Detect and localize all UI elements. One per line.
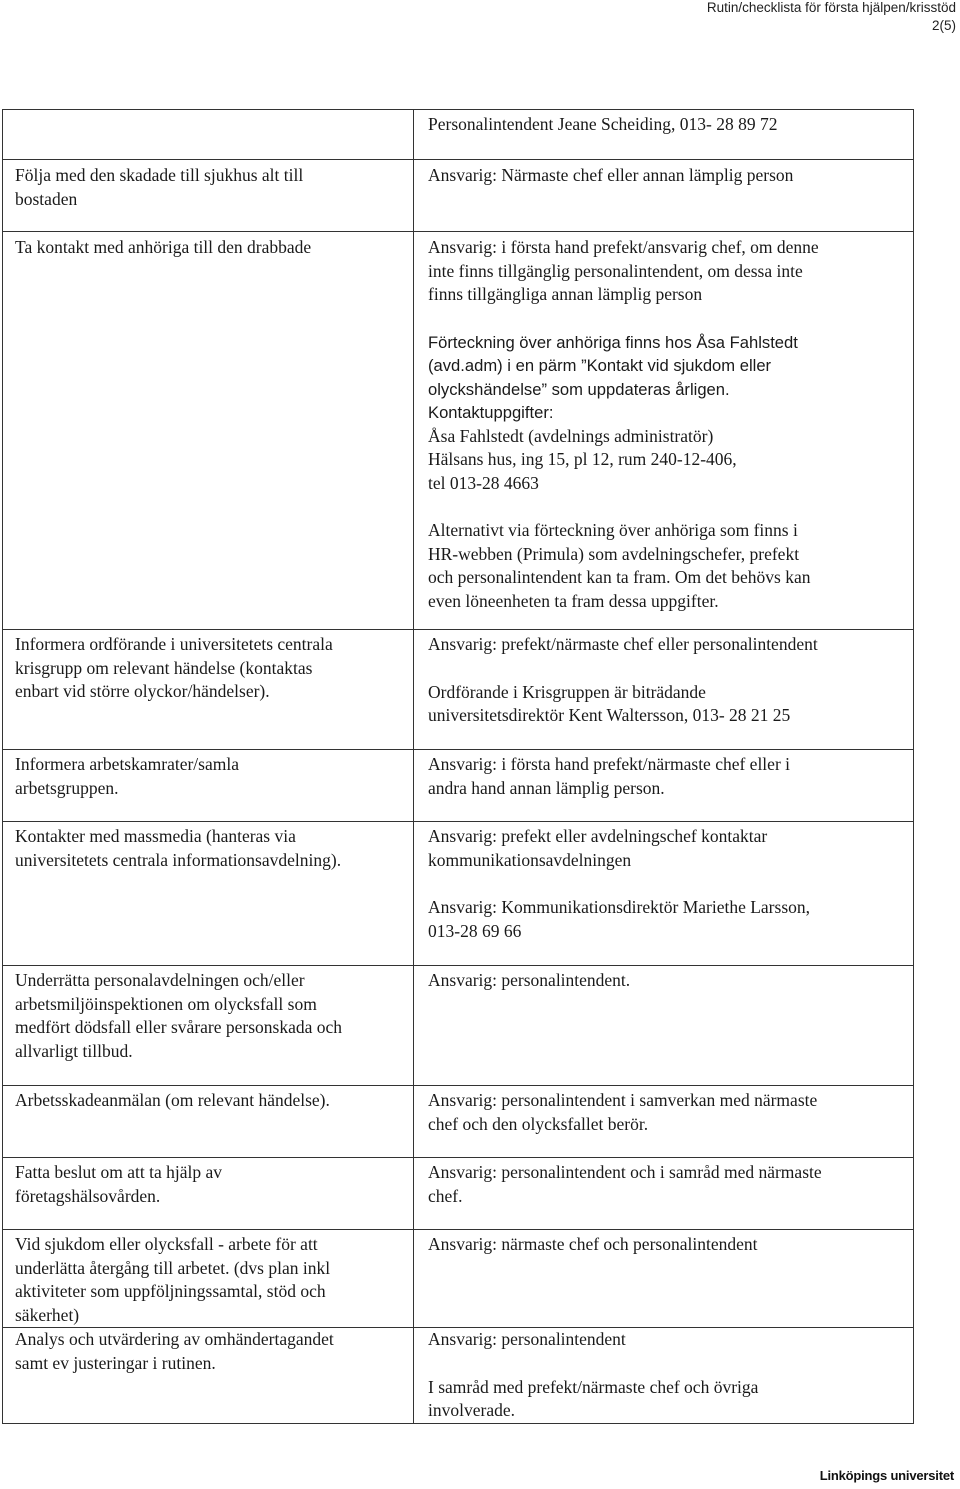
task-cell [3, 822, 414, 966]
table-row [3, 750, 914, 822]
task-cell [3, 1230, 414, 1328]
responsible-text: Ansvarig: i första hand prefekt/ansvarig chef, om denne inte finns tillgänglig personalintendent, om dessa inte finns tillgängliga annan lämplig person [428, 237, 819, 304]
responsible-cell [414, 1328, 914, 1424]
table-row [3, 1328, 914, 1424]
table-row [3, 630, 914, 750]
task-cell [3, 1328, 414, 1424]
table-row [3, 1230, 914, 1328]
responsible-cell [414, 1230, 914, 1328]
document-header-title: Rutin/checklista för första hjälpen/krisstöd [706, 0, 956, 15]
task-text: Fatta beslut om att ta hjälp av företagshälsovården. [15, 1162, 223, 1206]
task-text: Vid sjukdom eller olycksfall - arbete för att underlätta återgång till arbetet. (dvs plan inkl aktiviteter som uppföljningssamtal, stöd och säkerhet) [15, 1234, 331, 1325]
task-cell [3, 160, 414, 232]
responsible-cell [414, 750, 914, 822]
alternative-text-part2: Om det behövs kan even löneenheten ta fram dessa uppgifter. [428, 567, 811, 611]
task-cell [3, 966, 414, 1086]
table-row [3, 232, 914, 630]
responsible-text-secondary: Ansvarig: Kommunikationsdirektör Mariethe Larsson, 013-28 69 66 [428, 897, 811, 941]
page-number: 2(5) [931, 18, 956, 33]
table-row [3, 1086, 914, 1158]
responsible-text: Ansvarig: Närmaste chef eller annan lämplig person [428, 165, 794, 185]
responsible-cell [414, 160, 914, 232]
responsible-cell [414, 1086, 914, 1158]
task-text: Underrätta personalavdelningen och/eller arbetsmiljöinspektionen om olycksfall som medfört dödsfall eller svårare personskada och allvarligt tillbud. [15, 970, 343, 1061]
alternative-text-part1: Alternativt via förteckning över anhöriga som finns i HR-webben (Primula) som avdelningschefer, prefekt och personalintendent kan ta fram. [428, 520, 800, 587]
task-cell [3, 750, 414, 822]
task-cell [3, 1158, 414, 1230]
relatives-register-text: Förteckning över anhöriga finns hos Åsa Fahlstedt (avd.adm) i en pärm ”Kontakt vid sjukdom eller olyckshändelse” som uppdateras årligen. [428, 332, 798, 399]
task-text: Informera ordförande i universitetets centrala krisgrupp om relevant händelse (kontaktas enbart vid större olyckor/händelser). [15, 634, 333, 701]
contact-text: Personalintendent Jeane Scheiding, 013- 28 89 72 [428, 114, 778, 134]
table-row [3, 966, 914, 1086]
task-text: Följa med den skadade till sjukhus alt till bostaden [15, 165, 304, 209]
task-text: Analys och utvärdering av omhändertagandet samt ev justeringar i rutinen. [15, 1329, 334, 1373]
contact-info-heading: Kontaktuppgifter: [428, 403, 554, 422]
crisis-group-chair-text: Ordförande i Krisgruppen är biträdande universitetsdirektör Kent Waltersson, 013- 28 21 25 [428, 681, 791, 725]
table-row [3, 1158, 914, 1230]
responsible-cell [414, 1158, 914, 1230]
checklist-table [2, 109, 914, 1424]
responsible-text-secondary: I samråd med prefekt/närmaste chef och övriga involverade. [428, 1376, 759, 1420]
responsible-text: Ansvarig: personalintendent [428, 1329, 626, 1349]
university-logo: Linköpings universitet [819, 1468, 954, 1483]
contact-info-text: Åsa Fahlstedt (avdelnings administratör) Hälsans hus, ing 15, pl 12, rum 240-12-406, tel 013-28 4663 [428, 425, 737, 493]
responsible-cell [414, 630, 914, 750]
responsible-cell [414, 232, 914, 630]
task-cell [3, 110, 414, 160]
responsible-text: Ansvarig: prefekt/närmaste chef eller personalintendent [428, 634, 818, 654]
responsible-text: Ansvarig: prefekt eller avdelningschef kontaktar kommunikationsavdelningen [428, 826, 768, 870]
task-text: Kontakter med massmedia (hanteras via universitetets centrala informationsavdelning). [15, 826, 342, 870]
task-text: Ta kontakt med anhöriga till den drabbade [15, 237, 312, 257]
table-row [3, 160, 914, 232]
responsible-text: Ansvarig: personalintendent och i samråd med närmaste chef. [428, 1162, 822, 1206]
responsible-text: Ansvarig: personalintendent. [428, 970, 631, 990]
task-cell [3, 1086, 414, 1158]
responsible-text: Ansvarig: i första hand prefekt/närmaste chef eller i andra hand annan lämplig person. [428, 754, 791, 798]
responsible-cell [414, 966, 914, 1086]
task-text: Arbetsskadeanmälan (om relevant händelse). [15, 1090, 330, 1110]
task-cell [3, 630, 414, 750]
task-cell [3, 232, 414, 630]
responsible-cell [414, 110, 914, 160]
responsible-text: Ansvarig: närmaste chef och personalintendent [428, 1234, 758, 1254]
responsible-text: Ansvarig: personalintendent i samverkan med närmaste chef och den olycksfallet berör. [428, 1090, 818, 1134]
table-row [3, 110, 914, 160]
responsible-cell [414, 822, 914, 966]
alternative-text [428, 519, 907, 613]
task-text: Informera arbetskamrater/samla arbetsgruppen. [15, 754, 239, 798]
table-row [3, 822, 914, 966]
